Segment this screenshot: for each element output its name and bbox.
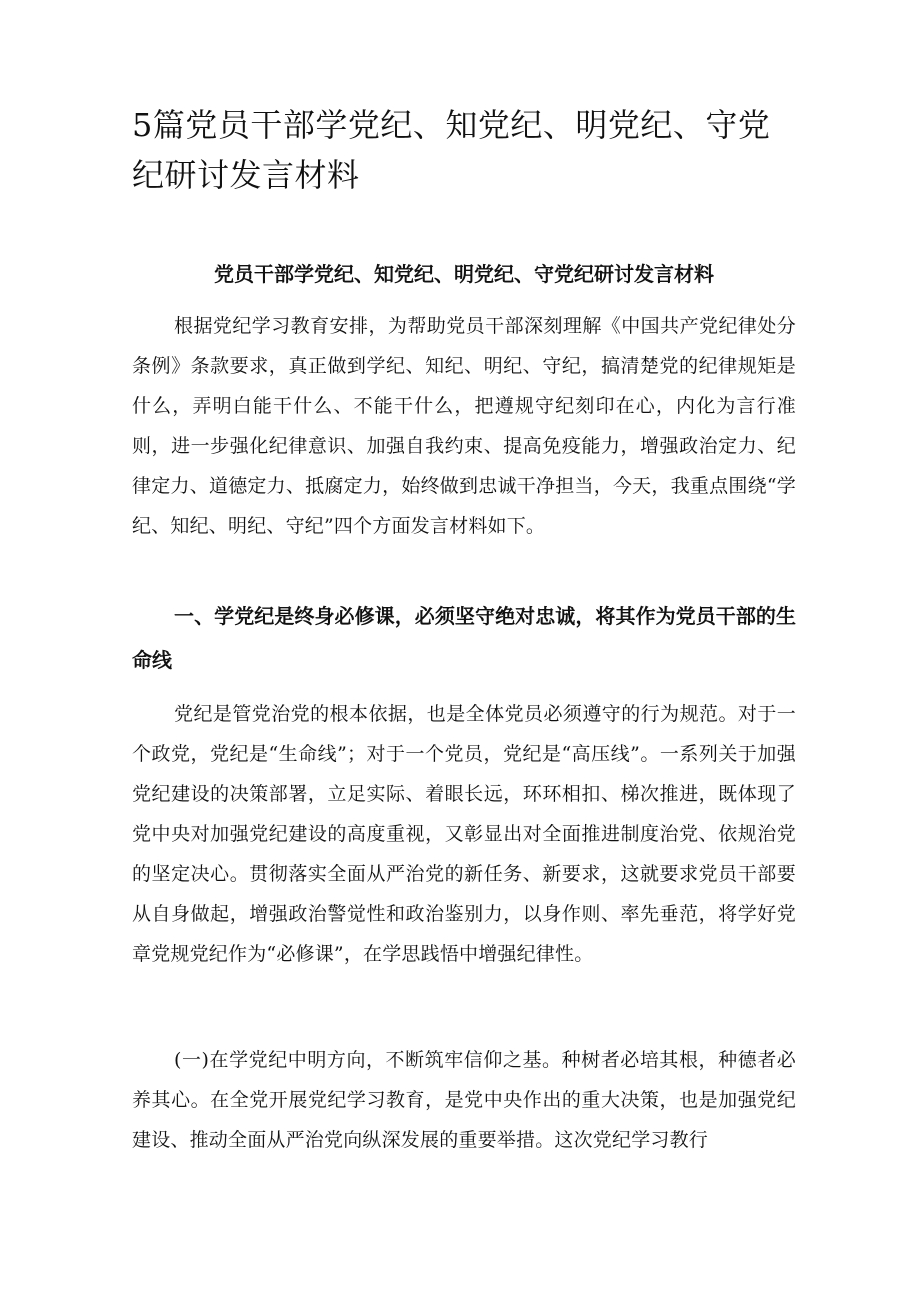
section-title: 党员干部学党纪、知党纪、明党纪、守党纪研讨发言材料	[214, 262, 714, 286]
body-paragraph: 党纪是管党治党的根本依据，也是全体党员必须遵守的行为规范。对于一个政党，党纪是“生命线”；对于一个党员，党纪是“高压线”。一系列关于加强党纪建设的决策部署，立足实际、着眼长远，环环相扣、梯次推进，既体现了党中央对加强党纪建设的高度重视，又彰显出对全面推进制度治党、依规治党的坚定决心。贯彻落实全面从严治党的新任务、新要求，这就要求党员干部要从自身做起，增强政治警觉性和政治鉴别力，以身作则、率先垂范，将学好党章党规党纪作为“必修课”，在学思践悟中增强纪律性。	[132, 703, 796, 965]
document-title: 5篇党员干部学党纪、知党纪、明党纪、守党纪研讨发言材料	[132, 106, 771, 194]
intro-paragraph: 根据党纪学习教育安排，为帮助党员干部深刻理解《中国共产党纪律处分条例》条款要求，真正做到学纪、知纪、明纪、守纪，搞清楚党的纪律规矩是什么，弄明白能干什么、不能干什么，把遵规守纪刻印在心，内化为言行准则，进一步强化纪律意识、加强自我约束、提高免疫能力，增强政治定力、纪律定力、道德定力、抵腐定力，始终做到忠诚干净担当，今天，我重点围绕“学纪、知纪、明纪、守纪”四个方面发言材料如下。	[132, 315, 796, 537]
body-paragraph: (一)在学党纪中明方向，不断筑牢信仰之基。种树者必培其根，种德者必养其心。在全党开展党纪学习教育，是党中央作出的重大决策，也是加强党纪建设、推动全面从严治党向纵深发展的重要举措。这次党纪学习教行	[132, 1049, 796, 1151]
section-heading-one: 一、学党纪是终身必修课，必须坚守绝对忠诚，将其作为党员干部的生命线	[132, 604, 796, 672]
